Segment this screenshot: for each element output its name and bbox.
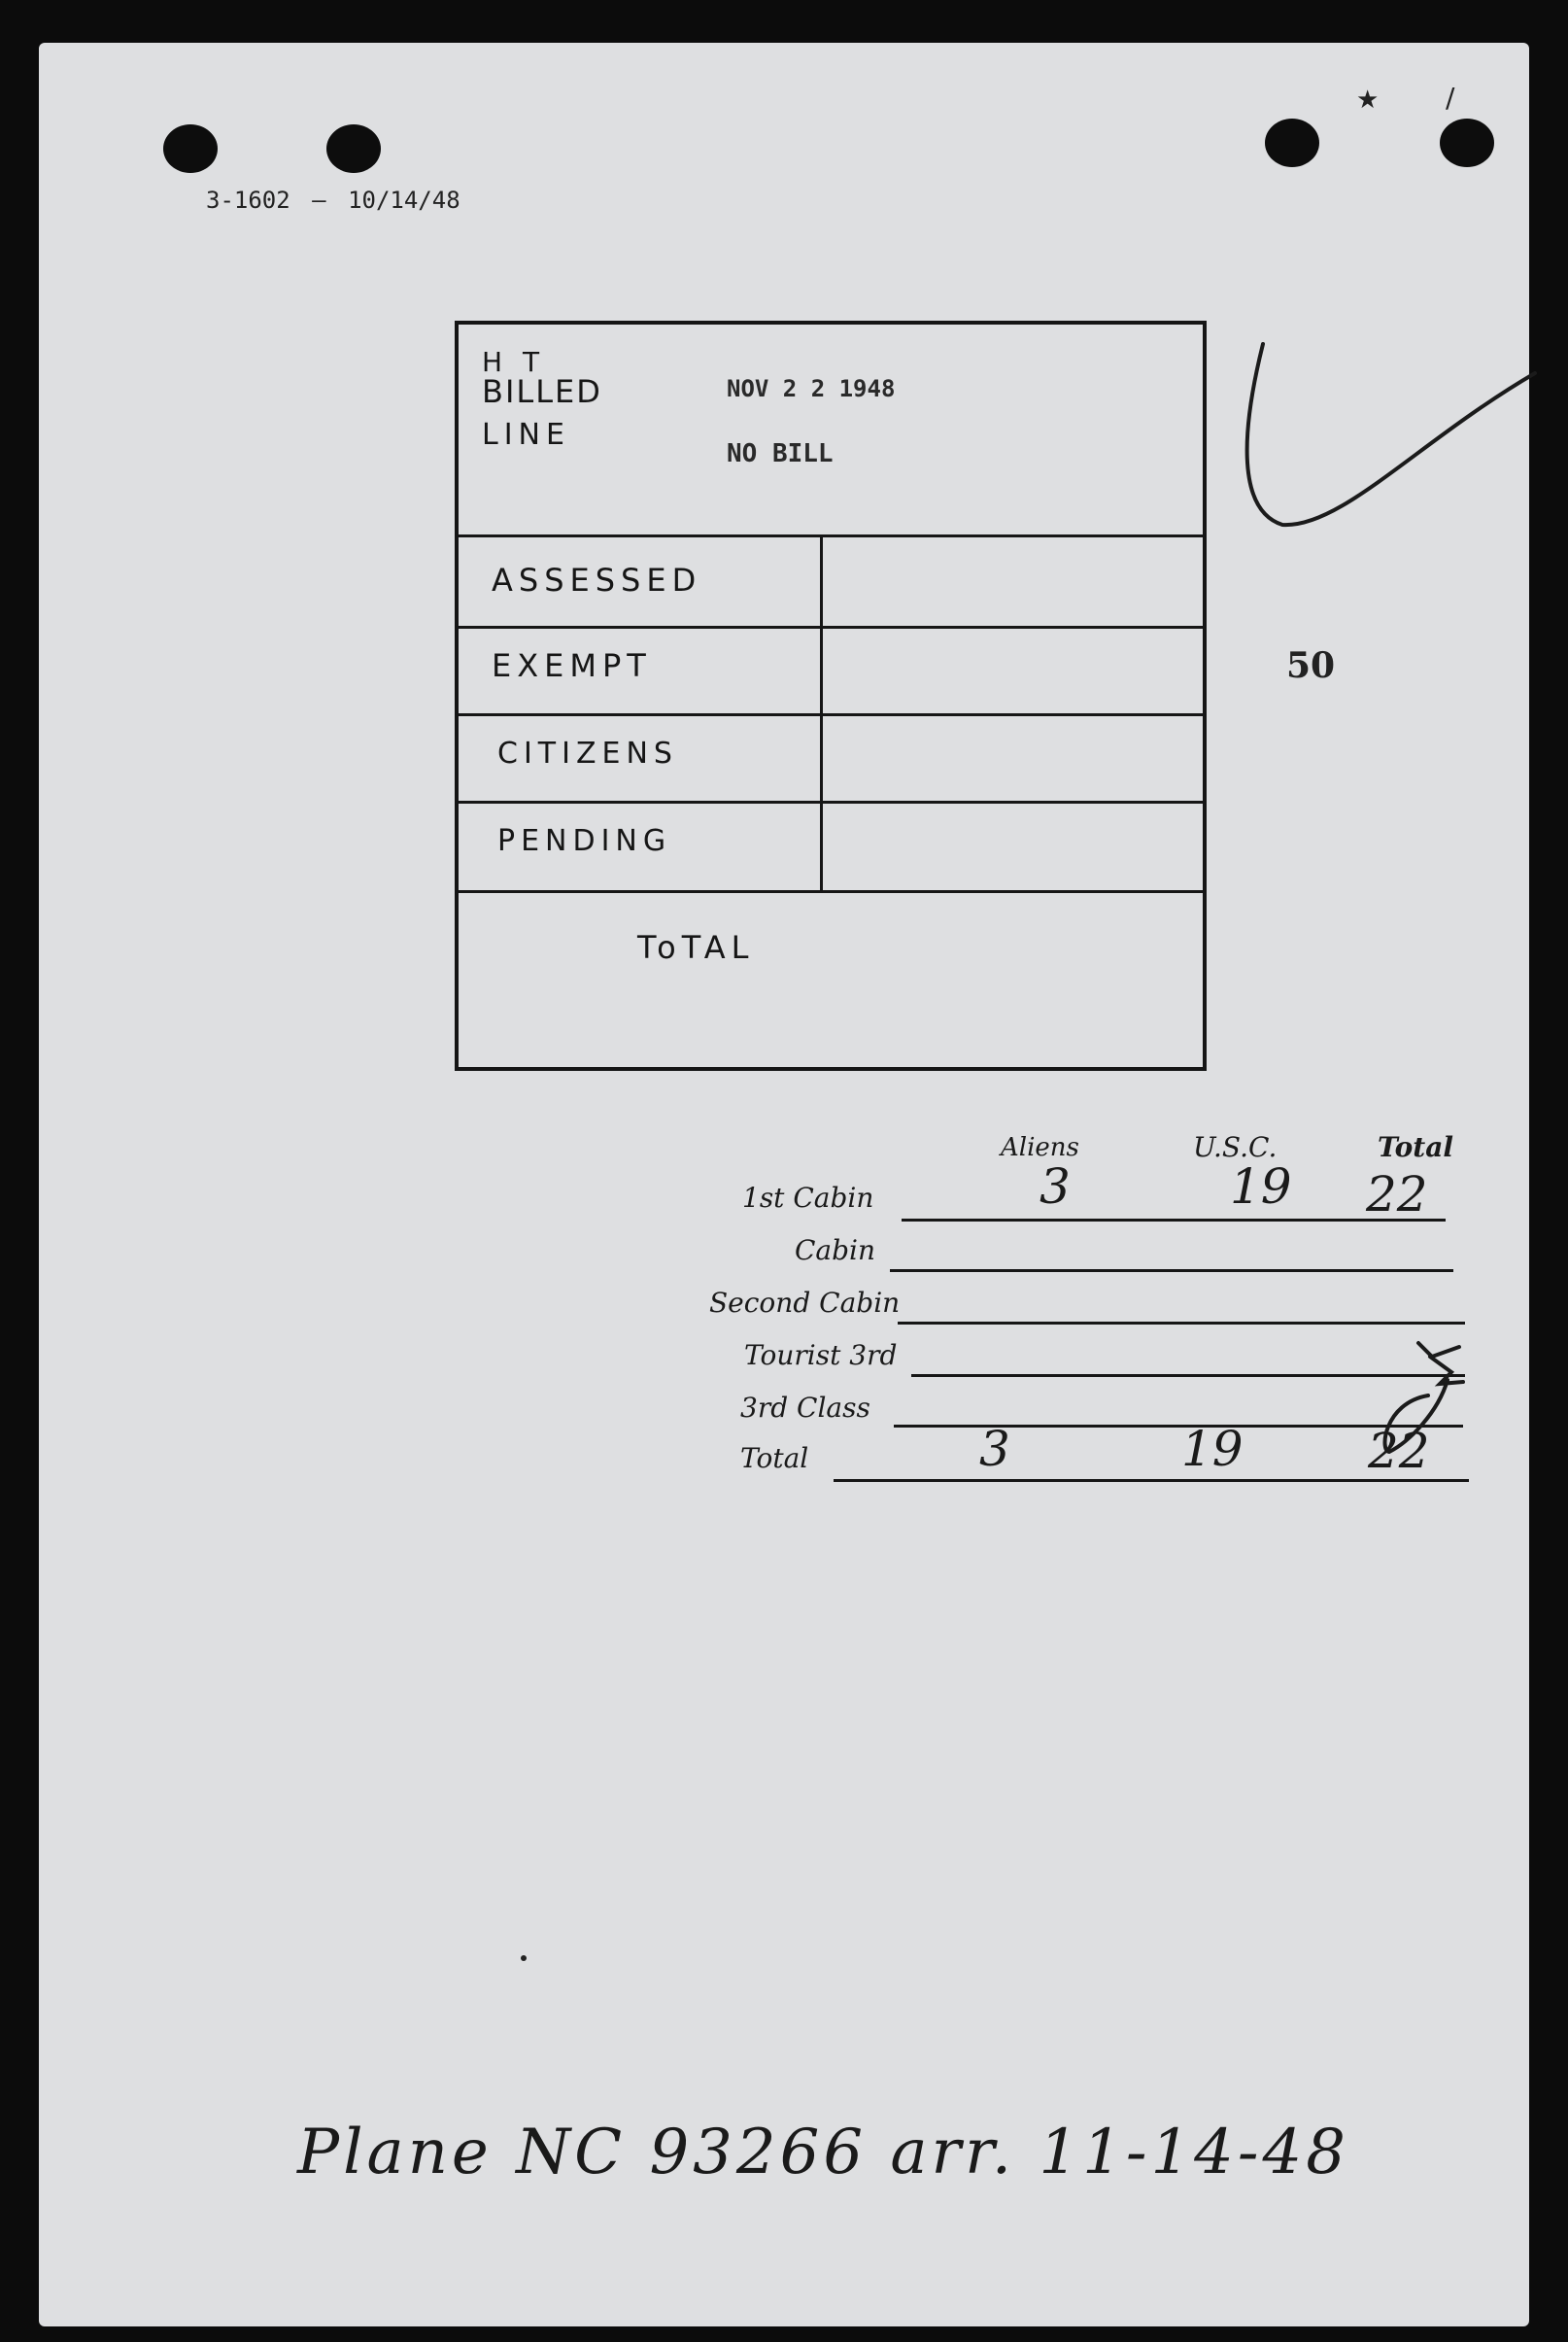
punch-hole-2 — [326, 124, 381, 173]
tally-usc-total: 19 — [1181, 1421, 1244, 1477]
tally-label-second-cabin: Second Cabin — [709, 1287, 901, 1319]
check-mark-icon — [1224, 305, 1554, 568]
box-label-line: LINE — [482, 418, 570, 452]
tally-label-cabin: Cabin — [795, 1234, 876, 1266]
box-divider-2 — [459, 626, 1203, 629]
tally-total-total: 22 — [1368, 1423, 1430, 1479]
file-reference: 3-1602 — [206, 187, 290, 214]
tally-aliens-first-cabin: 3 — [1040, 1158, 1071, 1215]
punch-hole-3 — [1265, 119, 1319, 167]
row-label-exempt: EXEMPT — [492, 647, 652, 684]
tally-total-first-cabin: 22 — [1366, 1166, 1428, 1223]
tally-usc-first-cabin: 19 — [1230, 1158, 1292, 1215]
punch-hole-4 — [1440, 119, 1494, 167]
tally-label-third-class: 3rd Class — [740, 1392, 870, 1424]
box-label-billed: BILLED — [482, 373, 602, 410]
no-bill-stamp: NO BILL — [727, 439, 834, 468]
tally-rule-1 — [902, 1219, 1446, 1222]
document-header — [206, 187, 460, 214]
tally-label-tourist-third: Tourist 3rd — [744, 1339, 898, 1371]
date-stamp: NOV 2 2 1948 — [727, 375, 896, 402]
top-star-mark: ★ — [1356, 86, 1380, 115]
box-divider-4 — [459, 801, 1203, 804]
box-divider-3 — [459, 713, 1203, 716]
box-label-ht: H T — [482, 346, 546, 378]
side-number: 50 — [1286, 645, 1336, 686]
footer-handwritten-note: Plane NC 93266 arr. 11-14-48 — [297, 2117, 1349, 2188]
row-label-pending: PENDING — [497, 824, 672, 858]
row-label-assessed: ASSESSED — [492, 562, 702, 599]
tally-rule-2 — [890, 1269, 1453, 1272]
box-column-divider — [820, 534, 823, 890]
row-label-citizens: CITIZENS — [497, 737, 678, 771]
box-divider-5 — [459, 890, 1203, 893]
punch-hole-1 — [163, 124, 218, 173]
tally-label-first-cabin: 1st Cabin — [742, 1182, 874, 1214]
tally-header-total: Total — [1378, 1131, 1454, 1163]
top-tick-mark: / — [1446, 82, 1455, 114]
tally-header-usc: U.S.C. — [1193, 1131, 1278, 1163]
scribble-mark-icon — [1370, 1306, 1496, 1481]
tally-aliens-total: 3 — [979, 1421, 1010, 1477]
row-label-total: ToTAL — [637, 929, 755, 966]
billing-box — [455, 321, 1207, 1071]
header-dash: — — [312, 187, 326, 214]
box-divider-1 — [459, 534, 1203, 537]
document-page — [39, 43, 1529, 2326]
tally-label-total: Total — [740, 1442, 809, 1474]
stray-dot — [521, 1955, 527, 1961]
tally-header-aliens: Aliens — [1001, 1133, 1079, 1162]
header-date: 10/14/48 — [348, 187, 460, 214]
